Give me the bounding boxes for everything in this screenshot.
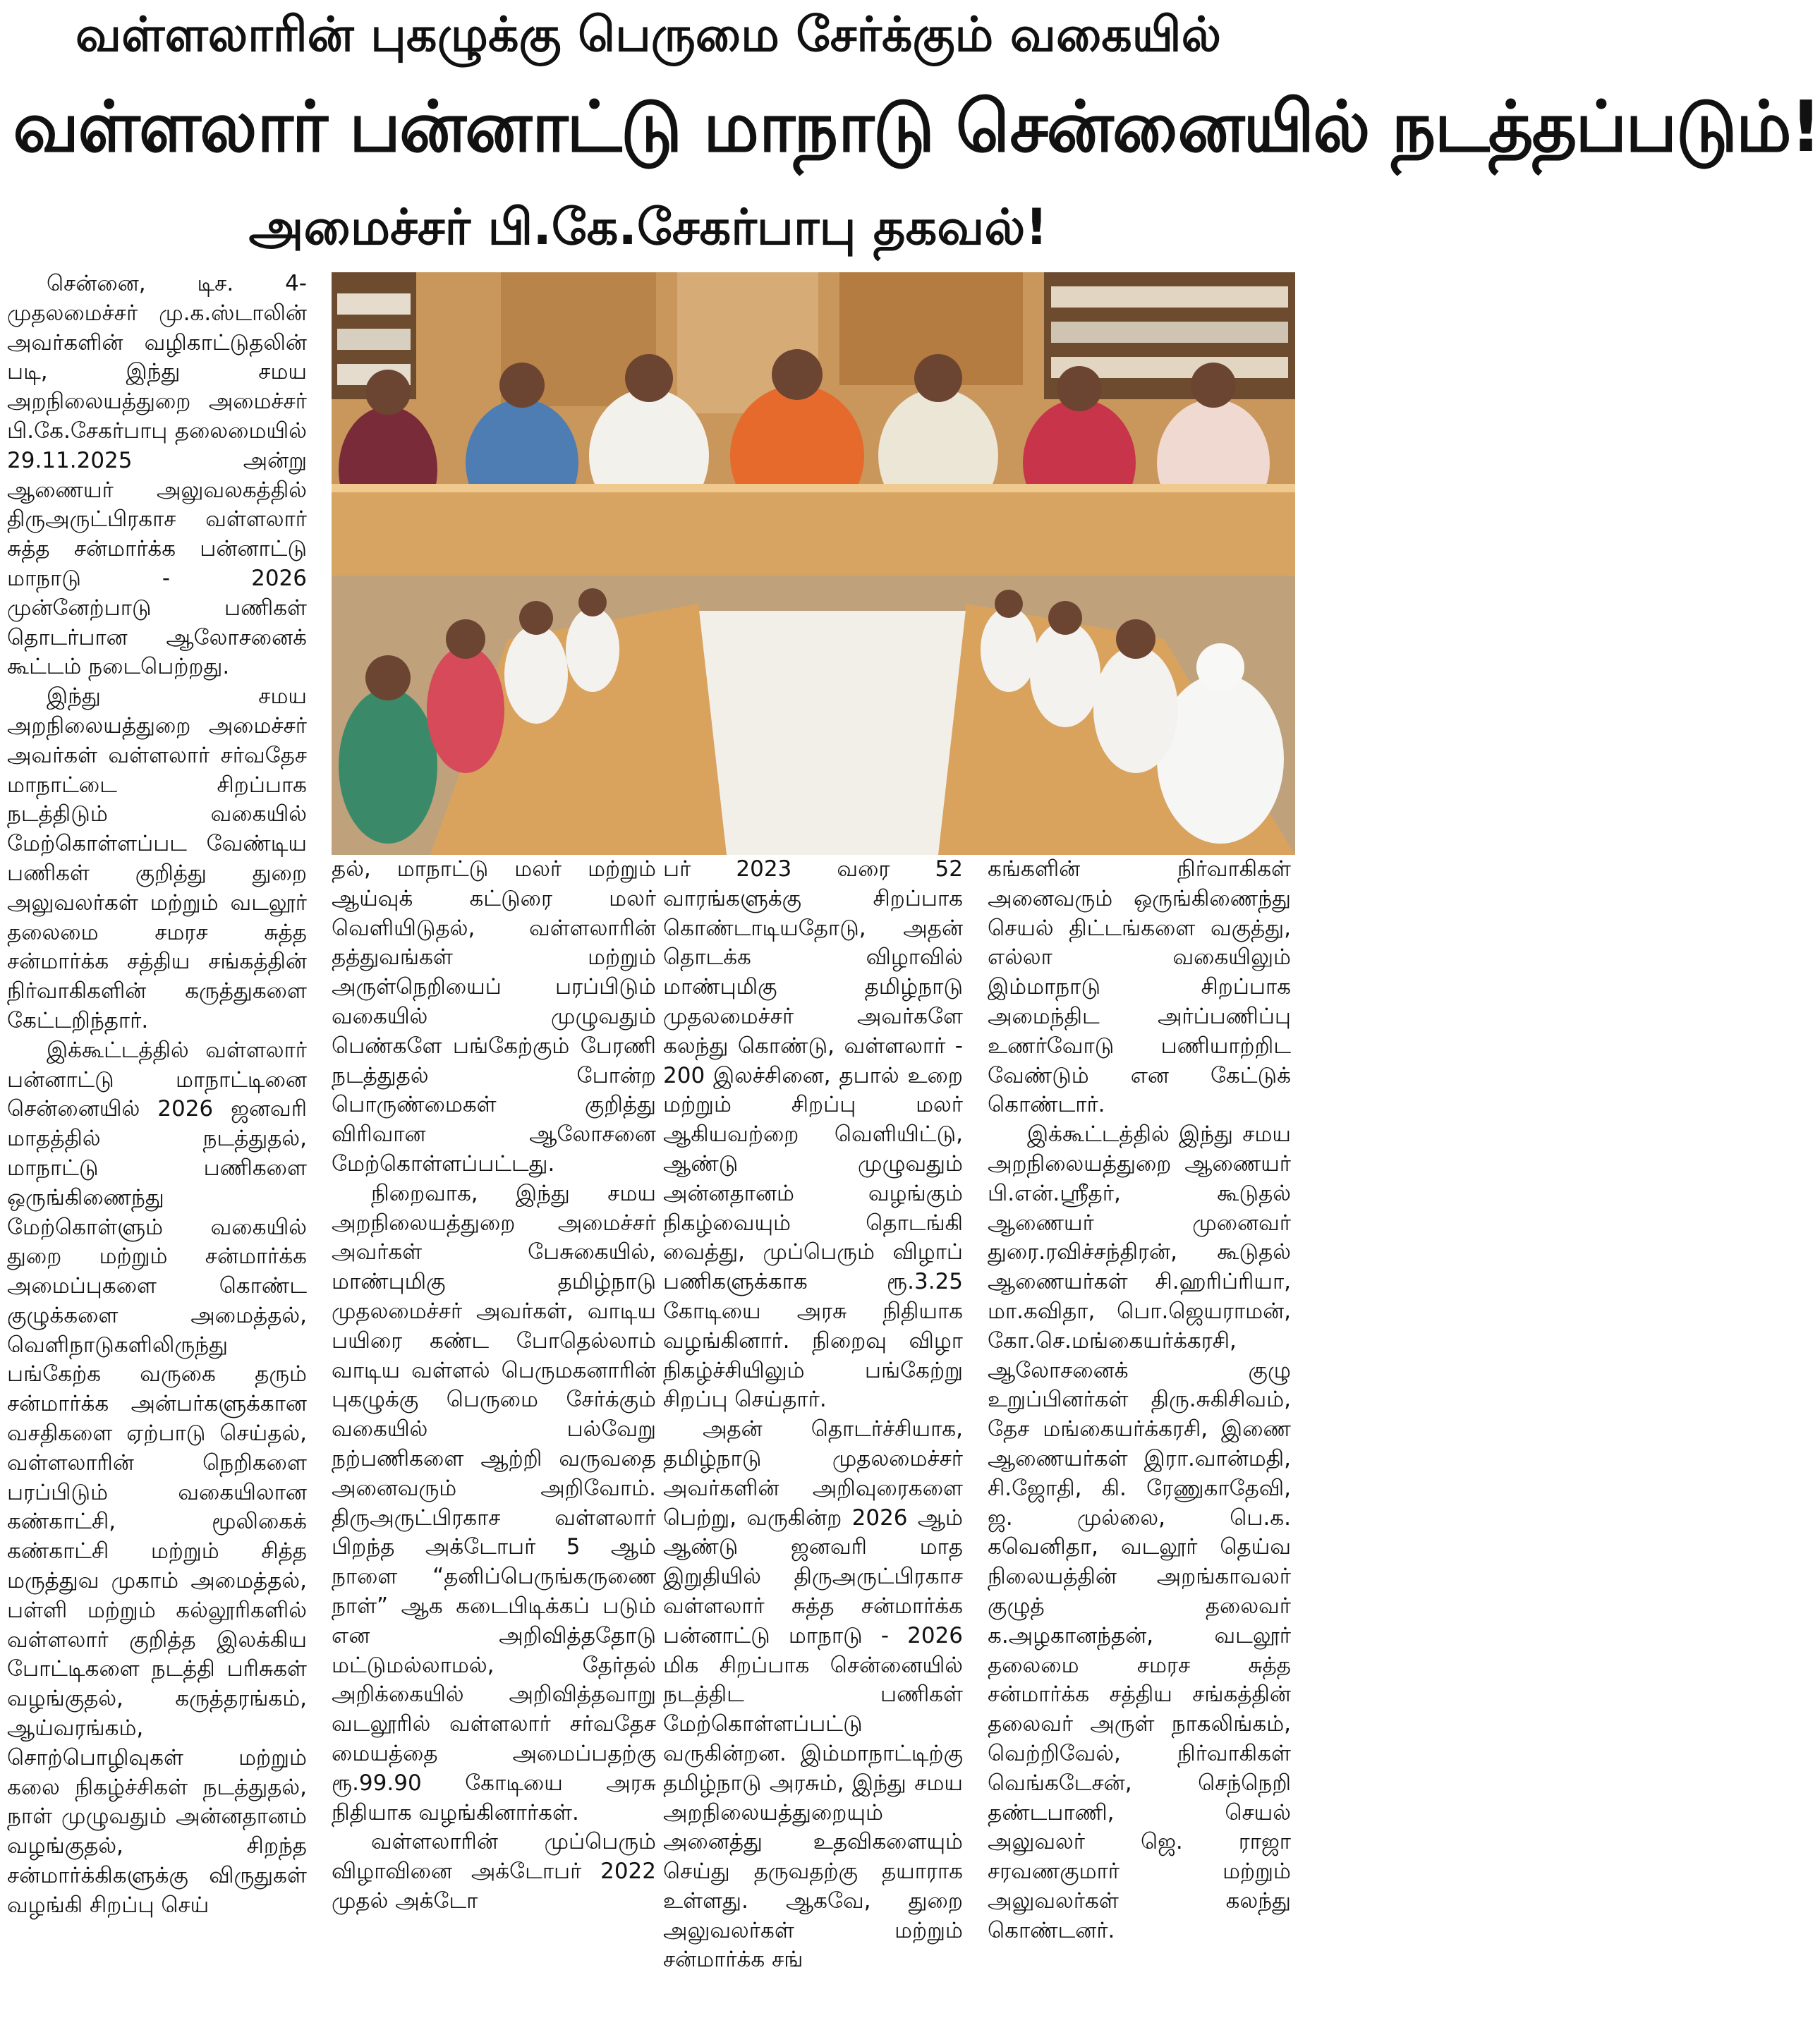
paragraph: தல், மாநாட்டு மலர் மற்றும் ஆய்வுக் கட்டுரை மலர் வெளியிடுதல், வள்ளலாரின் தத்துவங்கள் மற்றும் அருள்நெறியைப் பரப்பிடும் வகையில் முழுவதும் பெண்களே பங்கேற்கும் பேரணி நடத்துதல் போன்ற பொருண்மைகள் குறித்து விரிவான ஆலோசனை மேற்கொள்ளப்பட்டது. (332, 856, 656, 1177)
paragraph: கங்களின் நிர்வாகிகள் அனைவரும் ஒருங்கிணைந்து செயல் திட்டங்களை வகுத்து, எல்லா வகையிலும் இம்மாநாடு சிறப்பாக அமைந்திட அர்ப்பணிப்பு உணர்வோடு பணியாற்றிட வேண்டும் என கேட்டுக் கொண்டார். (988, 856, 1291, 1118)
paragraph: இந்து சமய அறநிலையத்துறை அமைச்சர் அவர்கள் வள்ளலார் சர்வதேச மாநாட்டை சிறப்பாக நடத்திடும் வகையில் மேற்கொள்ளப்பட வேண்டிய பணிகள் குறித்து துறை அலுவலர்கள் மற்றும் வடலூர் தலைமை சமரச சுத்த சன்மார்க்க சத்திய சங்கத்தின் நிர்வாகிகளின் கருத்துகளை கேட்டறிந்தார். (7, 683, 307, 1033)
meeting-photo (332, 272, 1295, 855)
sub-headline: அமைச்சர் பி.கே.சேகர்பாபு தகவல்! (248, 198, 1048, 256)
paragraph: பர் 2023 வரை 52 வாரங்களுக்கு சிறப்பாக கொண்டாடியதோடு, அதன் தொடக்க விழாவில் மாண்புமிகு தமிழ்நாடு முதலமைச்சர் அவர்களே கலந்து கொண்டு, வள்ளலார் - 200 இலச்சினை, தபால் உறை மற்றும் சிறப்பு மலர் ஆகியவற்றை வெளியிட்டு, ஆண்டு முழுவதும் அன்னதானம் வழங்கும் நிகழ்வையும் தொடங்கி வைத்து, முப்பெரும் விழாப் பணிகளுக்காக ரூ.3.25 கோடியை அரசு நிதியாக வழங்கினார். நிறைவு விழா நிகழ்ச்சியிலும் பங்கேற்று சிறப்பு செய்தார். (663, 856, 963, 1413)
paragraph: அதன் தொடர்ச்சியாக, தமிழ்நாடு முதலமைச்சர் அவர்களின் அறிவுரைகளை பெற்று, வருகின்ற 2026 ஆம் ஆண்டு ஜனவரி மாத இறுதியில் திருஅருட்பிரகாச வள்ளலார் சுத்த சன்மார்க்க பன்னாட்டு மாநாடு - 2026 மிக சிறப்பாக சென்னையில் நடத்திட பணிகள் மேற்கொள்ளப்பட்டு வருகின்றன. இம்மாநாட்டிற்கு தமிழ்நாடு அரசும், இந்து சமய அறநிலையத்துறையும் அனைத்து உதவிகளையும் செய்து தருவதற்கு தயாராக உள்ளது. ஆகவே, துறை அலுவலர்கள் மற்றும் சன்மார்க்க சங் (663, 1416, 963, 1973)
paragraph: இக்கூட்டத்தில் வள்ளலார் பன்னாட்டு மாநாட்டினை சென்னையில் 2026 ஜனவரி மாதத்தில் நடத்துதல், மாநாட்டு பணிகளை ஒருங்கிணைந்து மேற்கொள்ளும் வகையில் துறை மற்றும் சன்மார்க்க அமைப்புகளை கொண்ட குழுக்களை அமைத்தல், வெளிநாடுகளிலிருந்து பங்கேற்க வருகை தரும் சன்மார்க்க அன்பர்களுக்கான வசதிகளை ஏற்பாடு செய்தல், வள்ளலாரின் நெறிகளை பரப்பிடும் வகையிலான கண்காட்சி, மூலிகைக் கண்காட்சி மற்றும் சித்த மருத்துவ முகாம் அமைத்தல், பள்ளி மற்றும் கல்லூரிகளில் வள்ளலார் குறித்த இலக்கிய போட்டிகளை நடத்தி பரிசுகள் வழங்குதல், கருத்தரங்கம், ஆய்வரங்கம், சொற்பொழிவுகள் மற்றும் கலை நிகழ்ச்சிகள் நடத்துதல், நாள் முழுவதும் அன்னதானம் வழங்குதல், சிறந்த சன்மார்க்கிகளுக்கு விருதுகள் வழங்கி சிறப்பு செய் (7, 1037, 307, 1918)
article-column-2 (332, 855, 656, 2019)
article-column-4 (988, 855, 1291, 2019)
article-column-3 (663, 855, 963, 2019)
kicker-headline: வள்ளலாரின் புகழுக்கு பெருமை சேர்க்கும் வகையில் (75, 7, 1222, 63)
paragraph: நிறைவாக, இந்து சமய அறநிலையத்துறை அமைச்சர் அவர்கள் பேசுகையில், மாண்புமிகு தமிழ்நாடு முதலமைச்சர் அவர்கள், வாடிய பயிரை கண்ட போதெல்லாம் வாடிய வள்ளல் பெருமகனாரின் புகழுக்கு பெருமை சேர்க்கும் வகையில் பல்வேறு நற்பணிகளை ஆற்றி வருவதை அனைவரும் அறிவோம். திருஅருட்பிரகாச வள்ளலார் பிறந்த அக்டோபர் 5 ஆம் நாளை “தனிப்பெருங்கருணை நாள்” ஆக கடைபிடிக்கப் படும் என அறிவித்ததோடு மட்டுமல்லாமல், தேர்தல் அறிக்கையில் அறிவித்தவாறு வடலூரில் வள்ளலார் சர்வதேச மையத்தை அமைப்பதற்கு ரூ.99.90 கோடியை அரசு நிதியாக வழங்கினார்கள். (332, 1180, 656, 1825)
article-column-1 (7, 269, 307, 2019)
paragraph: சென்னை, டிச. 4- முதலமைச்சர் மு.க.ஸ்டாலின் அவர்களின் வழிகாட்டுதலின் படி, இந்து சமய அறநிலையத்துறை அமைச்சர் பி.கே.சேகர்பாபு தலைமையில் 29.11.2025 அன்று ஆணையர் அலுவலகத்தில் திருஅருட்பிரகாச வள்ளலார் சுத்த சன்மார்க்க பன்னாட்டு மாநாடு - 2026 முன்னேற்பாடு பணிகள் தொடர்பான ஆலோசனைக் கூட்டம் நடைபெற்றது. (7, 271, 307, 680)
main-headline: வள்ளலார் பன்னாட்டு மாநாடு சென்னையில் நடத்தப்படும்! (13, 85, 1820, 168)
paragraph: வள்ளலாரின் முப்பெரும் விழாவினை அக்டோபர் 2022 முதல் அக்டோ (332, 1829, 656, 1914)
paragraph: இக்கூட்டத்தில் இந்து சமய அறநிலையத்துறை ஆணையர் பி.என்.ஸ்ரீதர், கூடுதல் ஆணையர் முனைவர் துரை.ரவிச்சந்திரன், கூடுதல் ஆணையர்கள் சி.ஹரிப்ரியா, மா.கவிதா, பொ.ஜெயராமன், கோ.செ.மங்கையர்க்கரசி, ஆலோசனைக் குழு உறுப்பினர்கள் திரு.சுகிசிவம், தேச மங்கையர்க்கரசி, இணை ஆணையர்கள் இரா.வான்மதி, சி.ஜோதி, கி. ரேணுகாதேவி, ஜ. முல்லை, பெ.க. கவெனிதா, வடலூர் தெய்வ நிலையத்தின் அறங்காவலர் குழுத் தலைவர் க.அழகானந்தன், வடலூர் தலைமை சமரச சுத்த சன்மார்க்க சத்திய சங்கத்தின் தலைவர் அருள் நாகலிங்கம், வெற்றிவேல், நிர்வாகிகள் வெங்கடேசன், செந்நெறி தண்டபாணி, செயல் அலுவலர் ஜெ. ராஜா சரவணகுமார் மற்றும் அலுவலர்கள் கலந்து கொண்டனர். (988, 1122, 1291, 1943)
